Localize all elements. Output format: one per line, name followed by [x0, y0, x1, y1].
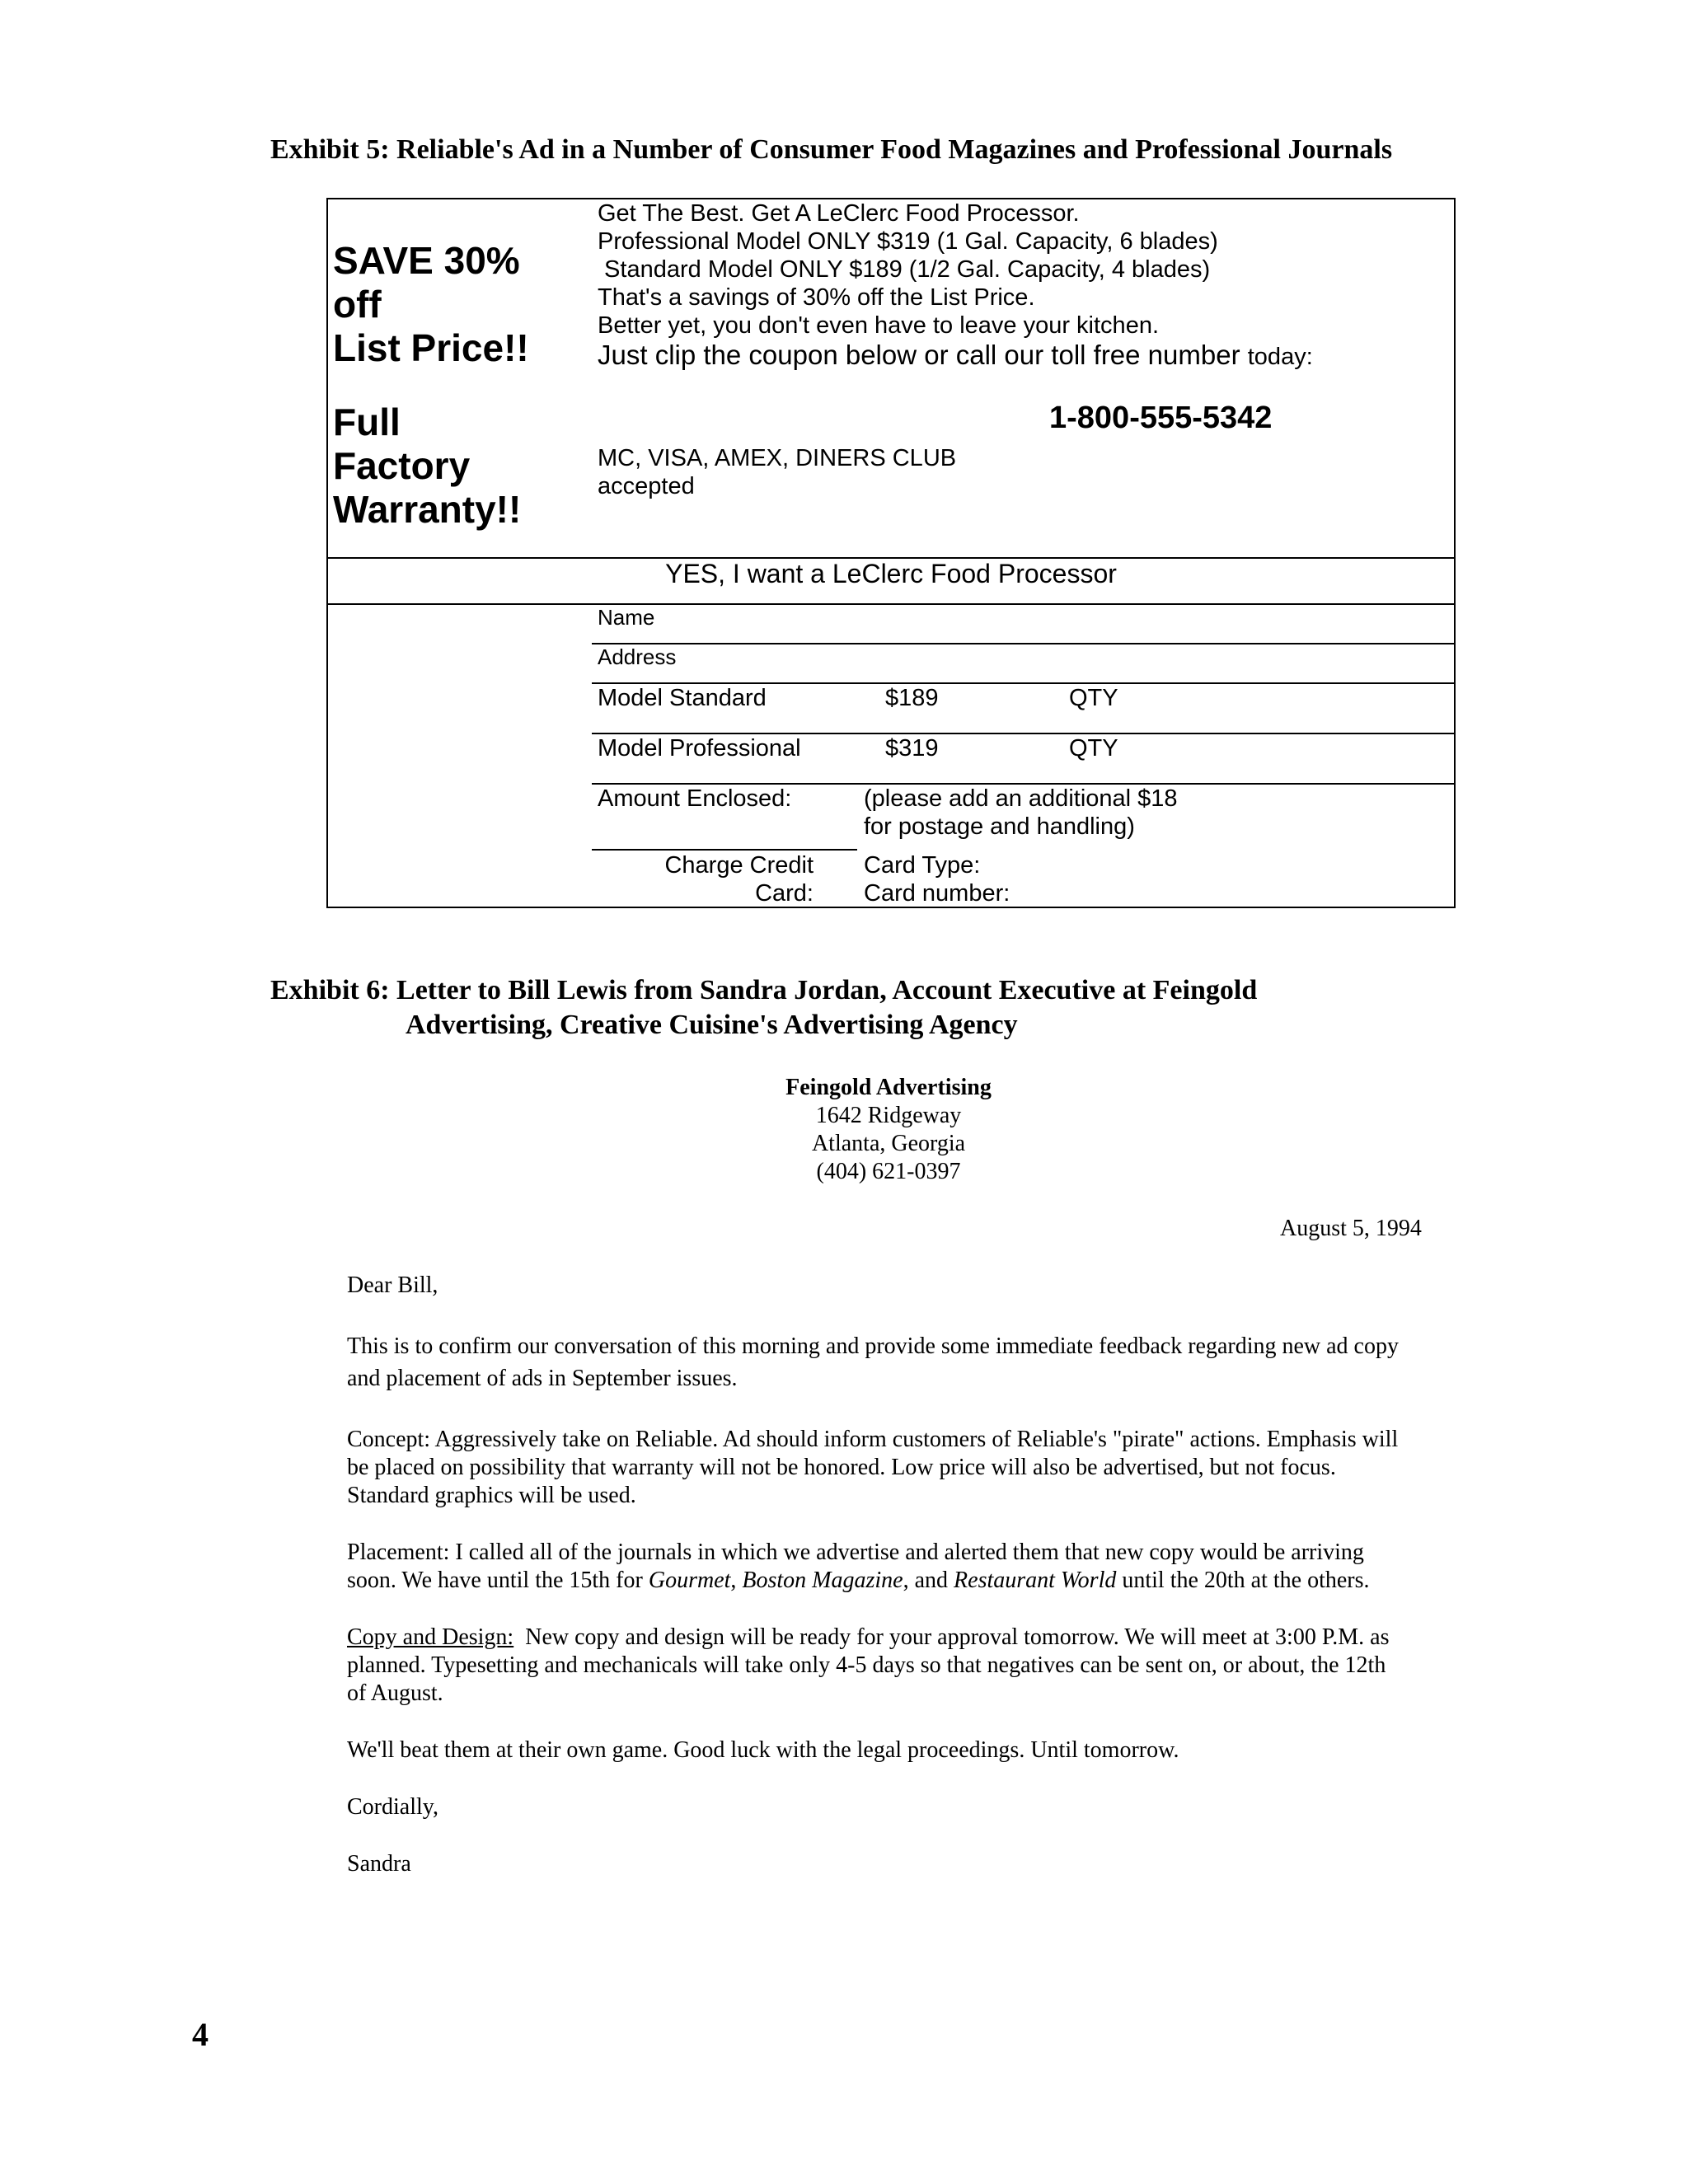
ad-line: Better yet, you don't even have to leave your kitchen. — [598, 312, 1160, 339]
ad-headline-save: SAVE 30% — [333, 239, 520, 282]
placement-text: soon. We have until the 15th for — [347, 1568, 649, 1593]
coupon-header: YES, I want a LeClerc Food Processor — [665, 559, 1117, 588]
letterhead-city: Atlanta, Georgia — [811, 1131, 966, 1156]
ad-cards-accepted: MC, VISA, AMEX, DINERS CLUB — [598, 445, 957, 471]
coupon-address-label: Address — [598, 644, 677, 669]
ad-line: Standard Model ONLY $189 (1/2 Gal. Capacity, 4 blades) — [598, 256, 1211, 283]
letter-paragraph-copy-design-line-3: of August. — [347, 1680, 443, 1706]
name-line — [592, 643, 1456, 644]
ad-line: Get The Best. Get A LeClerc Food Processor. — [598, 200, 1080, 227]
copy-design-heading: Copy and Design: — [347, 1624, 514, 1650]
ad-phone-number: 1-800-555-5342 — [1049, 401, 1273, 435]
coupon-price-standard: $189 — [885, 685, 939, 711]
ad-clip-text: Just clip the coupon below or call our toll free number — [598, 340, 1240, 370]
ad-clip-today: today: — [1247, 344, 1313, 370]
letter-paragraph-1: This is to confirm our conversation of this morning and provide some immediate feedback regarding new ad copy — [347, 1333, 1399, 1359]
placement-tail: until the 20th at the others. — [1116, 1568, 1370, 1593]
letter-closing: Cordially, — [347, 1794, 438, 1820]
coupon-card-number: Card number: — [864, 880, 1010, 907]
placement-gourmet: Gourmet — [648, 1568, 731, 1593]
model-standard-line — [592, 733, 1456, 734]
exhibit-5-title: Exhibit 5: Reliable's Ad in a Number of Consumer Food Magazines and Professional Journals — [270, 134, 1393, 165]
ad-cards-accepted-2: accepted — [598, 473, 695, 499]
ad-line: That's a savings of 30% off the List Price. — [598, 284, 1035, 311]
letter-date: August 5, 1994 — [1280, 1216, 1422, 1241]
letter-paragraph-concept: Concept: Aggressively take on Reliable. Ad should inform customers of Reliable's "pirate" actions. Emphasis will — [347, 1427, 1399, 1452]
page-number: 4 — [192, 2016, 209, 2053]
placement-restaurant-world: Restaurant World — [954, 1568, 1117, 1593]
ad-headline-full: Full — [333, 401, 401, 443]
coupon-charge-label: Charge Credit — [664, 852, 814, 879]
letter-salutation: Dear Bill, — [347, 1272, 438, 1298]
address-line — [592, 682, 1456, 684]
coupon-model-professional: Model Professional — [598, 735, 801, 762]
ad-headline-list-price: List Price!! — [333, 326, 529, 369]
letterhead-phone: (404) 621-0397 — [816, 1159, 961, 1184]
exhibit-6-title-line-2: Advertising, Creative Cuisine's Advertising Agency — [406, 1010, 1018, 1040]
placement-and: , and — [903, 1568, 954, 1593]
coupon-price-professional: $319 — [885, 735, 939, 762]
copy-design-text: New copy and design will be ready for your approval tomorrow. We will meet at 3:00 P.M. as — [513, 1624, 1390, 1650]
letterhead-company: Feingold Advertising — [785, 1075, 992, 1100]
ad-clip-line — [598, 340, 1313, 371]
ad-headline-factory: Factory — [333, 444, 471, 487]
letter-paragraph-closing: We'll beat them at their own game. Good luck with the legal proceedings. Until tomorrow. — [347, 1737, 1179, 1763]
ad-headline-off: off — [333, 283, 382, 326]
placement-comma: , — [730, 1568, 743, 1593]
letter-paragraph-1-line-2: and placement of ads in September issues. — [347, 1366, 738, 1391]
model-professional-line — [592, 783, 1456, 785]
coupon-postage-note: (please add an additional $18 — [864, 785, 1178, 812]
exhibit-6-title: Exhibit 6: Letter to Bill Lewis from Sandra Jordan, Account Executive at Feingold — [270, 975, 1258, 1005]
letter-paragraph-placement: Placement: I called all of the journals in which we advertise and alerted them that new copy would be arriving — [347, 1540, 1364, 1565]
letter-paragraph-copy-design-line-2: planned. Typesetting and mechanicals will take only 4-5 days so that negatives can be sent on, or about, the 12th — [347, 1652, 1386, 1678]
coupon-amount-label: Amount Enclosed: — [598, 785, 792, 812]
coupon-charge-label-2: Card: — [755, 880, 814, 907]
placement-boston-magazine: Boston Magazine — [742, 1568, 903, 1593]
coupon-qty-professional: QTY — [1069, 735, 1118, 762]
coupon-qty-standard: QTY — [1069, 685, 1118, 711]
letter-signature: Sandra — [347, 1851, 411, 1877]
letterhead-street: 1642 Ridgeway — [815, 1103, 962, 1128]
coupon-name-label: Name — [598, 605, 655, 630]
letter-paragraph-concept-line-2: be placed on possibility that warranty will not be honored. Low price will also be advertised, but not focus. — [347, 1455, 1336, 1480]
coupon-header-divider — [326, 603, 1456, 605]
letter-paragraph-placement-line-2 — [347, 1567, 1370, 1595]
ad-headline-warranty: Warranty!! — [333, 488, 522, 531]
amount-line — [592, 849, 857, 851]
letter-paragraph-concept-line-3: Standard graphics will be used. — [347, 1483, 636, 1508]
coupon-postage-note-2: for postage and handling) — [864, 813, 1135, 840]
ad-line: Professional Model ONLY $319 (1 Gal. Capacity, 6 blades) — [598, 228, 1218, 255]
coupon-card-type: Card Type: — [864, 852, 981, 879]
letter-paragraph-copy-design — [347, 1624, 1390, 1652]
coupon-model-standard: Model Standard — [598, 685, 767, 711]
